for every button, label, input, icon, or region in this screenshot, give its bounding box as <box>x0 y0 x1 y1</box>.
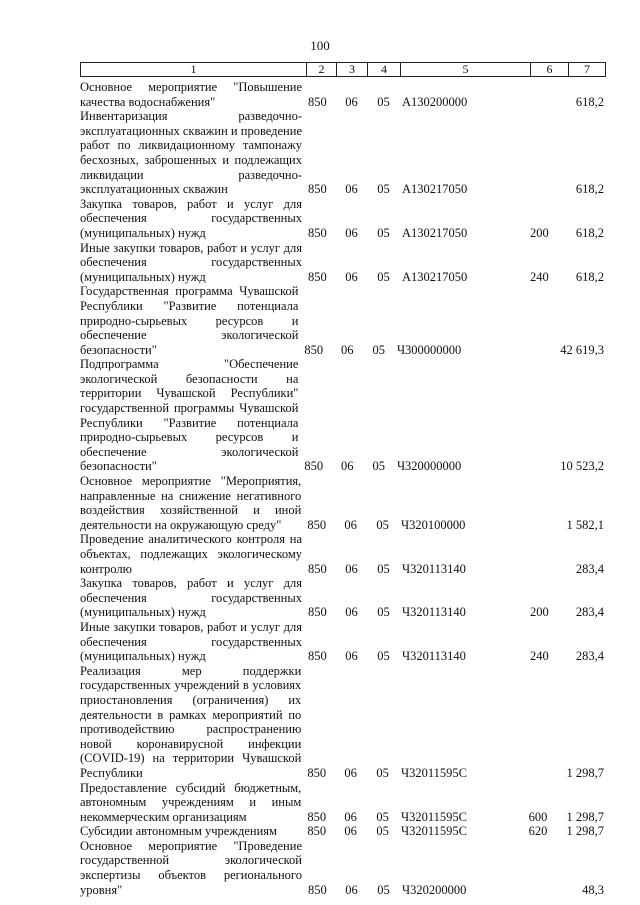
expense-type-code: 620 <box>528 824 548 839</box>
section-code: 06 <box>344 809 357 824</box>
amount: 618,2 <box>575 94 604 109</box>
section-code: 06 <box>345 649 358 664</box>
column-header-4: 4 <box>368 63 401 76</box>
row-name: Субсидии автономным учреждениям <box>80 824 277 839</box>
target-article-code: А130200000 <box>402 94 468 109</box>
page-number: 100 <box>310 38 330 53</box>
row-name: Проведение аналитического контроля на объектах, подлежащих экологическому контролю <box>80 532 302 576</box>
target-article-code: А130217050 <box>402 269 468 284</box>
ministry-code: 850 <box>307 809 327 824</box>
subsection-code: 05 <box>377 649 390 664</box>
amount: 10 523,2 <box>560 459 605 474</box>
subsection-code: 05 <box>377 561 390 576</box>
subsection-code: 05 <box>377 605 390 620</box>
subsection-code: 05 <box>377 882 390 897</box>
row-name: Основное мероприятие "Проведение государственной экологической экспертизы объектов регионального уровня" <box>80 838 302 897</box>
table-row <box>80 284 606 357</box>
table-row <box>80 241 606 285</box>
row-name: Реализация мер поддержки государственных учреждений в условиях приостановления (ограничения) их деятельности в рамках мероприятий по противодействию распространению новой коронавирусной инфекции (COVID-19) на территории Чувашской Республики <box>80 663 302 780</box>
amount: 1 298,7 <box>566 809 604 824</box>
ministry-code: 850 <box>308 94 327 109</box>
subsection-code: 05 <box>376 517 389 532</box>
section-code: 06 <box>345 94 358 109</box>
table-row <box>80 839 606 897</box>
ministry-code: 850 <box>307 517 327 532</box>
table-header <box>80 62 606 77</box>
ministry-code: 850 <box>304 459 324 474</box>
expense-type-code: 240 <box>530 269 549 284</box>
subsection-code: 05 <box>372 342 385 357</box>
table-row <box>80 357 606 474</box>
subsection-code: 05 <box>377 225 390 240</box>
section-code: 06 <box>345 605 358 620</box>
ministry-code: 850 <box>308 182 327 197</box>
expense-type-code: 200 <box>530 605 549 620</box>
column-header-6: 6 <box>531 63 569 76</box>
row-name: Иные закупки товаров, работ и услуг для обеспечения государственных (муниципальных) нужд <box>80 619 302 664</box>
target-article-code: Ч320113140 <box>402 561 466 576</box>
table-row <box>80 576 606 620</box>
column-header-5: 5 <box>401 63 531 76</box>
section-code: 06 <box>344 517 357 532</box>
row-name: Закупка товаров, работ и услуг для обеспечения государственных (муниципальных) нужд <box>80 196 302 240</box>
ministry-code: 850 <box>308 225 327 240</box>
column-header-7: 7 <box>584 62 590 76</box>
subsection-code: 05 <box>377 94 390 109</box>
row-name: Подпрограмма "Обеспечение экологической безопасности на территории Чувашской Республики" государственной программы Чувашской Республики "Развитие потенциала природно-сырьевых ресурсов и обеспечение экологической безопасности" <box>80 357 299 474</box>
subsection-code: 05 <box>372 459 385 474</box>
row-name: Государственная программа Чувашской Республики "Развитие потенциала природно-сырьевых ресурсов и обеспечение экологической безопасности" <box>80 284 299 357</box>
target-article-code: Ч320200000 <box>402 882 467 897</box>
section-code: 06 <box>340 342 354 357</box>
budget-table-body <box>80 80 606 897</box>
table-row <box>80 109 606 197</box>
section-code: 06 <box>345 269 358 284</box>
table-row <box>80 197 606 241</box>
ministry-code: 850 <box>308 882 327 897</box>
expense-type-code: 200 <box>530 225 549 240</box>
section-code: 06 <box>345 182 358 197</box>
subsection-code: 05 <box>377 182 390 197</box>
section-code: 06 <box>345 882 358 897</box>
section-code: 06 <box>340 459 354 474</box>
column-header-2: 2 <box>307 63 337 76</box>
amount: 618,2 <box>575 225 604 240</box>
amount: 1 298,7 <box>566 765 604 780</box>
subsection-code: 05 <box>377 269 390 284</box>
ministry-code: 850 <box>308 561 327 576</box>
amount: 42 619,3 <box>560 342 605 357</box>
subsection-code: 05 <box>376 765 389 780</box>
ministry-code: 850 <box>307 765 327 780</box>
row-name: Закупка товаров, работ и услуг для обеспечения государственных (муниципальных) нужд <box>80 576 302 620</box>
amount: 618,2 <box>575 269 604 284</box>
ministry-code: 850 <box>308 269 327 284</box>
expense-type-code: 240 <box>530 649 549 664</box>
column-header-3: 3 <box>337 63 368 76</box>
table-row <box>80 474 606 532</box>
amount: 1 298,7 <box>566 824 604 839</box>
target-article-code: А130217050 <box>402 182 468 197</box>
target-article-code: Ч320000000 <box>396 459 462 474</box>
row-name: Иные закупки товаров, работ и услуг для обеспечения государственных (муниципальных) нужд <box>80 240 302 284</box>
section-code: 06 <box>345 561 358 576</box>
target-article-code: Ч320113140 <box>402 649 466 664</box>
amount: 618,2 <box>575 182 604 197</box>
ministry-code: 850 <box>308 605 327 620</box>
section-code: 06 <box>344 765 357 780</box>
column-header-1: 1 <box>81 63 307 76</box>
target-article-code: А130217050 <box>402 225 468 240</box>
target-article-code: Ч32011595С <box>401 765 468 780</box>
target-article-code: Ч32011595С <box>401 809 468 824</box>
table-row <box>80 80 606 109</box>
ministry-code: 850 <box>308 649 327 664</box>
target-article-code: Ч320100000 <box>401 517 466 532</box>
expense-type-code: 600 <box>528 809 548 824</box>
row-name: Предоставление субсидий бюджетным, автономным учреждениям и иным некоммерческим организациям <box>80 780 302 824</box>
ministry-code: 850 <box>307 824 327 839</box>
target-article-code: Ч320113140 <box>402 605 466 620</box>
section-code: 06 <box>345 225 358 240</box>
subsection-code: 05 <box>376 809 389 824</box>
section-code: 06 <box>344 824 357 839</box>
table-row <box>80 824 606 839</box>
table-row <box>80 532 606 576</box>
subsection-code: 05 <box>376 824 389 839</box>
table-row <box>80 781 606 825</box>
amount: 283,4 <box>575 561 604 576</box>
ministry-code: 850 <box>304 342 324 357</box>
target-article-code: Ч32011595С <box>401 824 468 839</box>
row-name: Основное мероприятие "Мероприятия, направленные на снижение негативного воздействия хозяйственной и иной деятельности на окружающую среду" <box>80 474 302 532</box>
amount: 48,3 <box>582 882 604 897</box>
table-row <box>80 620 606 664</box>
row-name: Инвентаризация разведочно-эксплуатационных скважин и проведение работ по ликвидационному тампонажу бесхозных, заброшенных и подлежащих ликвидации разведочно-эксплуатационных скважин <box>80 109 302 197</box>
target-article-code: Ч300000000 <box>396 342 462 357</box>
table-row <box>80 664 606 781</box>
amount: 283,4 <box>575 649 604 664</box>
amount: 283,4 <box>575 605 604 620</box>
row-name: Основное мероприятие "Повышение качества водоснабжения" <box>80 80 302 109</box>
amount: 1 582,1 <box>566 517 604 532</box>
